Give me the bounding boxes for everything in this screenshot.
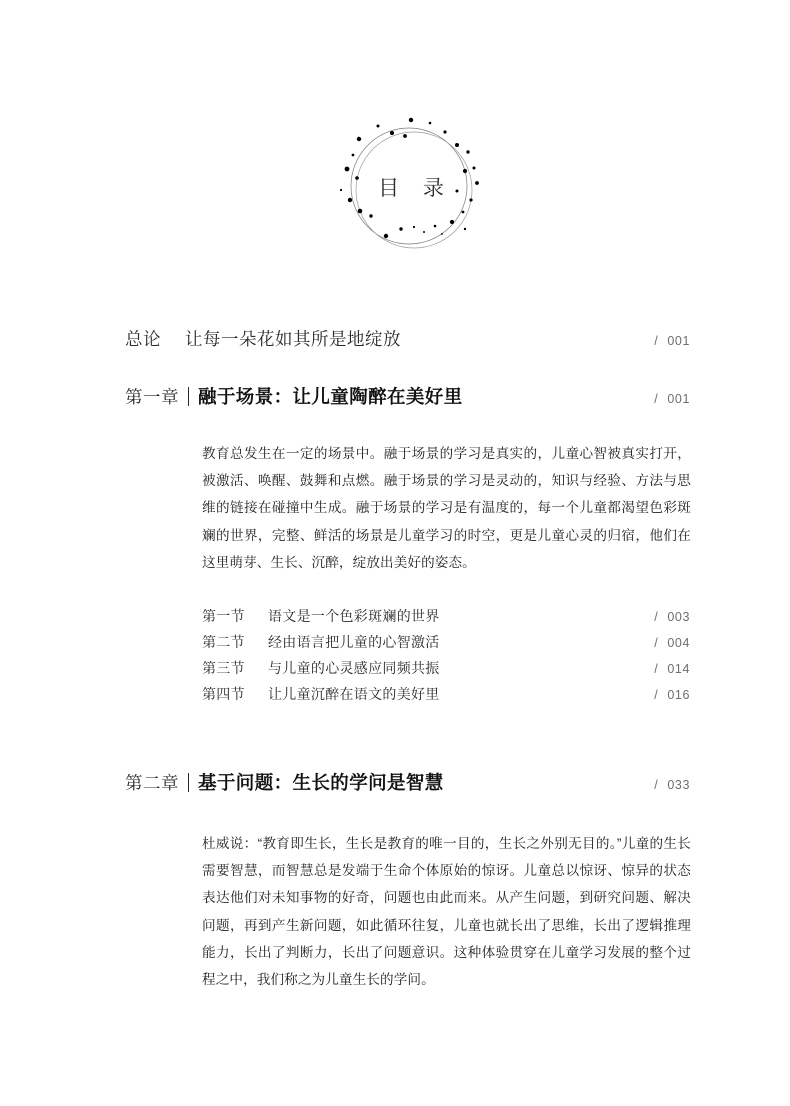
page-value: 014	[667, 662, 690, 676]
section-left	[202, 606, 440, 626]
page-value: 001	[667, 334, 690, 348]
section-item[interactable]	[202, 606, 690, 632]
page-value: 004	[667, 636, 690, 650]
section-page-number	[654, 662, 690, 676]
toc-title: 目 录	[378, 177, 453, 200]
toc-entry-chapter-2[interactable]	[125, 769, 690, 795]
section-left	[202, 658, 440, 678]
introduction-label: 总论	[125, 329, 161, 349]
slash-separator: /	[654, 778, 659, 792]
chapter-1-section-list	[202, 606, 690, 710]
section-page-number	[654, 636, 690, 650]
section-title: 与儿童的心灵感应同频共振	[268, 660, 440, 676]
chapter-1-left	[125, 383, 463, 409]
toc-ornament	[335, 112, 487, 262]
section-item[interactable]	[202, 684, 690, 710]
toc-entry-introduction[interactable]	[125, 326, 690, 351]
chapter-1-description: 教育总发生在一定的场景中。融于场景的学习是真实的，儿童心智被真实打开，被激活、唤醒、鼓舞和点燃。融于场景的学习是灵动的，知识与经验、方法与思维的链接在碰撞中生成。融于场景的学习是有温度的，每一个儿童都渴望色彩斑斓的世界，完整、鲜活的场景是儿童学习的时空，更是儿童心灵的归宿，他们在这里萌芽、生长、沉醉，绽放出美好的姿态。	[202, 446, 691, 570]
chapter-1-divider	[188, 387, 189, 406]
section-left	[202, 684, 440, 704]
chapter-2-number: 第二章	[125, 773, 179, 793]
chapter-2-description: 杜威说：“教育即生长，生长是教育的唯一目的，生长之外别无目的。”儿童的生长需要智慧，而智慧总是发端于生命个体原始的惊讶。儿童总以惊讶、惊异的状态表达他们对未知事物的好奇，问题也由此而来。从产生问题，到研究问题、解决问题，再到产生新问题，如此循环往复，儿童也就长出了思维，长出了逻辑推理能力，长出了判断力，长出了问题意识。这种体验贯穿在儿童学习发展的整个过程之中，我们称之为儿童生长的学问。	[202, 836, 691, 988]
introduction-title: 让每一朵花如其所是地绽放	[185, 329, 401, 349]
section-label: 第四节	[202, 686, 245, 702]
section-label: 第一节	[202, 608, 245, 624]
page-value: 001	[667, 392, 690, 406]
chapter-1-number: 第一章	[125, 387, 179, 407]
chapter-2-left	[125, 769, 444, 795]
slash-separator: /	[654, 334, 659, 348]
section-label: 第三节	[202, 660, 245, 676]
slash-separator: /	[654, 392, 659, 406]
chapter-1-title: 融于场景：让儿童陶醉在美好里	[198, 386, 463, 407]
slash-separator: /	[654, 610, 659, 624]
section-item[interactable]	[202, 658, 690, 684]
section-title: 让儿童沉醉在语文的美好里	[268, 686, 440, 702]
chapter-2-divider	[188, 773, 189, 792]
section-item[interactable]	[202, 632, 690, 658]
chapter-2-title: 基于问题：生长的学问是智慧	[198, 772, 444, 793]
introduction-page-number	[654, 334, 690, 348]
section-page-number	[654, 688, 690, 702]
page-value: 033	[667, 778, 690, 792]
section-left	[202, 632, 440, 652]
section-page-number	[654, 610, 690, 624]
page-value: 003	[667, 610, 690, 624]
section-title: 语文是一个色彩斑斓的世界	[268, 608, 440, 624]
introduction-left	[125, 326, 401, 351]
section-title: 经由语言把儿童的心智激活	[268, 634, 440, 650]
slash-separator: /	[654, 662, 659, 676]
toc-entry-chapter-1[interactable]	[125, 383, 690, 409]
chapter-2-page-number	[654, 778, 690, 792]
slash-separator: /	[654, 636, 659, 650]
page-value: 016	[667, 688, 690, 702]
section-label: 第二节	[202, 634, 245, 650]
chapter-1-page-number	[654, 392, 690, 406]
slash-separator: /	[654, 688, 659, 702]
